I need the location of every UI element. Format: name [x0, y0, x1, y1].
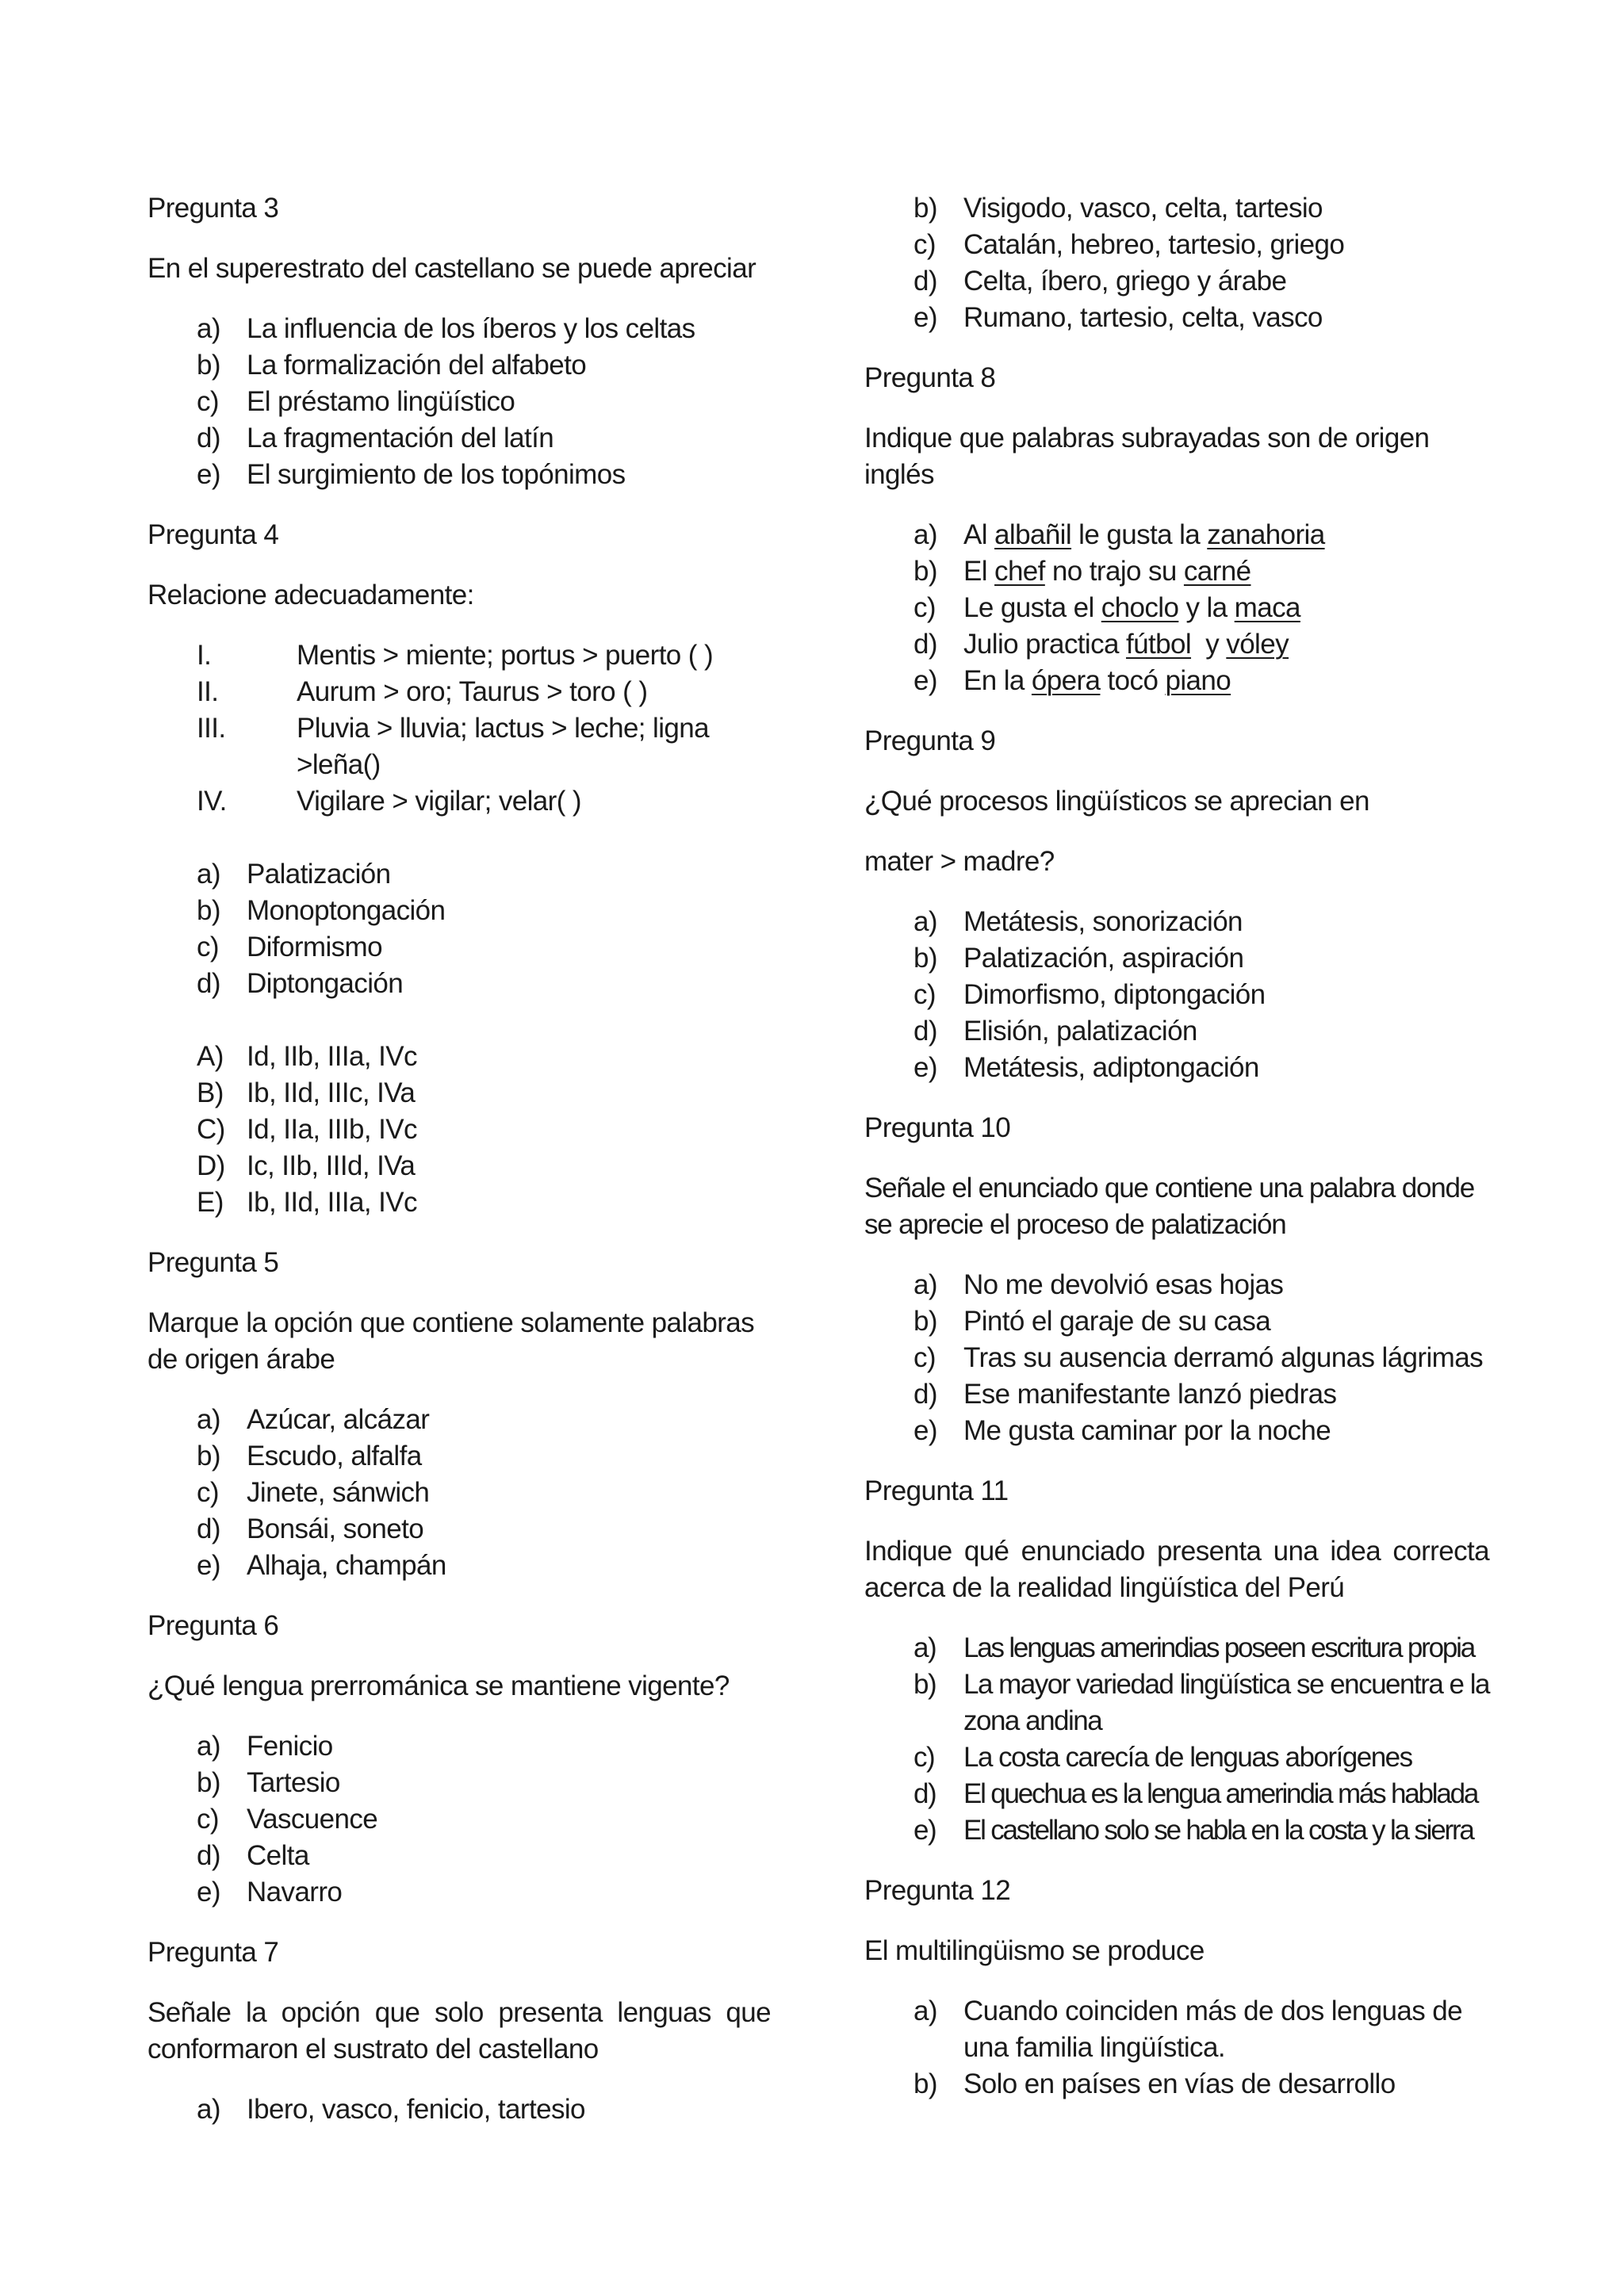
option-label: c)	[914, 1342, 936, 1373]
option-text: Bonsái, soneto	[247, 1513, 424, 1544]
option-list	[864, 517, 1489, 699]
option-text: Julio practica fútbol y vóley	[963, 629, 1289, 660]
option-text: Metátesis, sonorización	[963, 906, 1243, 937]
option-text: Visigodo, vasco, celta, tartesio	[963, 193, 1323, 224]
option-text: La fragmentación del latín	[247, 423, 554, 453]
option-list	[147, 311, 771, 493]
underlined-word: maca	[1234, 592, 1300, 623]
option-label: d)	[914, 266, 937, 297]
option-text: Palatización, aspiración	[963, 943, 1244, 974]
underlined-word: carné	[1183, 556, 1251, 587]
process-text: Palatización	[247, 859, 391, 890]
question-heading: Pregunta 8	[864, 362, 996, 393]
option-item[interactable]	[147, 1402, 771, 1438]
option-item[interactable]	[147, 1475, 771, 1511]
process-text: Monoptongación	[247, 895, 446, 926]
option-item[interactable]	[864, 1413, 1489, 1449]
option-label: D)	[197, 1150, 225, 1181]
option-text: Me gusta caminar por la noche	[963, 1415, 1331, 1446]
option-label: a)	[197, 313, 220, 344]
option-text: Azúcar, alcázar	[247, 1404, 430, 1435]
roman-text: Mentis > miente; portus > puerto ( )	[297, 640, 714, 671]
option-label: d)	[197, 423, 220, 453]
option-label: B)	[197, 1077, 224, 1108]
underlined-word: zanahoria	[1207, 519, 1325, 550]
roman-item	[147, 674, 771, 710]
option-item[interactable]	[864, 1303, 1489, 1340]
option-item[interactable]	[147, 1148, 771, 1184]
question-heading: Pregunta 6	[147, 1610, 279, 1641]
option-list	[147, 1728, 771, 1911]
option-label: b)	[914, 556, 937, 587]
roman-text: Pluvia > lluvia; lactus > leche; ligna >leña()	[297, 713, 710, 780]
underlined-word: fútbol	[1125, 629, 1192, 660]
option-text: Metátesis, adiptongación	[963, 1052, 1259, 1083]
question-stem: En el superestrato del castellano se puede apreciar	[147, 253, 756, 284]
option-item[interactable]	[147, 1801, 771, 1838]
option-item[interactable]	[864, 517, 1489, 553]
process-label: d)	[197, 968, 220, 999]
option-text: Solo en países en vías de desarrollo	[963, 2068, 1396, 2099]
option-label: b)	[914, 193, 937, 224]
option-text: Dimorfismo, diptongación	[963, 979, 1266, 1010]
process-item	[147, 929, 771, 966]
process-label: a)	[197, 859, 220, 890]
option-label: c)	[914, 229, 936, 260]
question-heading: Pregunta 3	[147, 193, 279, 224]
underlined-word: choclo	[1101, 592, 1179, 623]
question-stem: Marque la opción que contiene solamente palabras de origen árabe	[147, 1307, 755, 1375]
option-text: Ib, IId, IIIc, IVa	[247, 1077, 416, 1108]
option-text: Ib, IId, IIIa, IVc	[247, 1187, 417, 1218]
roman-item-list	[147, 637, 771, 820]
process-text: Diptongación	[247, 968, 404, 999]
option-text: Id, IIa, IIIb, IVc	[247, 1114, 417, 1145]
option-text: El chef no trajo su carné	[963, 556, 1251, 587]
process-item	[147, 856, 771, 893]
roman-label: I.	[197, 640, 212, 671]
question-heading: Pregunta 9	[864, 725, 996, 756]
option-text: El surgimiento de los topónimos	[247, 459, 626, 490]
underlined-word: albañil	[994, 519, 1072, 550]
option-item[interactable]	[864, 663, 1489, 699]
option-text: Elisión, palatización	[963, 1016, 1197, 1047]
option-label: d)	[197, 1840, 220, 1871]
roman-text: Aurum > oro; Taurus > toro ( )	[297, 676, 648, 707]
option-item[interactable]	[864, 1376, 1489, 1413]
option-label: b)	[197, 1441, 220, 1471]
process-label: c)	[197, 932, 219, 962]
question-stem-continuation: mater > madre?	[864, 846, 1055, 877]
option-text: Le gusta el choclo y la maca	[963, 592, 1300, 623]
option-text: La influencia de los íberos y los celtas	[247, 313, 695, 344]
option-label: C)	[197, 1114, 225, 1145]
question-stem: ¿Qué lengua prerrománica se mantiene vigente?	[147, 1670, 730, 1701]
question-stem: Señale el enunciado que contiene una palabra donde se aprecie el proceso de palatización	[864, 1173, 1475, 1240]
question-stem: Indique qué enunciado presenta una idea correcta acerca de la realidad lingüística del Perú	[864, 1536, 1489, 1603]
option-item[interactable]	[864, 1267, 1489, 1303]
option-item[interactable]	[864, 1812, 1489, 1849]
option-label: c)	[914, 979, 936, 1010]
option-label: b)	[914, 943, 937, 974]
option-label: e)	[914, 665, 937, 696]
question-heading: Pregunta 5	[147, 1247, 279, 1278]
underlined-word: piano	[1165, 665, 1231, 696]
option-item[interactable]	[864, 1013, 1489, 1050]
question-heading: Pregunta 4	[147, 519, 279, 550]
option-label: d)	[914, 629, 937, 660]
option-label: c)	[914, 1742, 935, 1773]
option-list	[147, 1039, 771, 1221]
option-item[interactable]	[864, 263, 1489, 300]
option-text: Cuando coinciden más de dos lenguas de una familia lingüística.	[963, 1996, 1463, 2063]
option-item[interactable]	[864, 1050, 1489, 1086]
option-item[interactable]	[147, 1184, 771, 1221]
option-item[interactable]	[864, 904, 1489, 940]
option-text: En la ópera tocó piano	[963, 665, 1231, 696]
option-label: a)	[197, 1404, 220, 1435]
option-label: a)	[914, 1996, 937, 2026]
option-text: Escudo, alfalfa	[247, 1441, 422, 1471]
option-label: a)	[197, 2094, 220, 2125]
option-item[interactable]	[147, 1438, 771, 1475]
option-item[interactable]	[147, 1112, 771, 1148]
option-item[interactable]	[864, 300, 1489, 336]
question-stem: Señale la opción que solo presenta lenguas que conformaron el sustrato del castellano	[147, 1997, 771, 2064]
option-label: c)	[197, 1804, 219, 1835]
process-text: Diformismo	[247, 932, 382, 962]
option-list	[864, 1993, 1489, 2103]
option-label: e)	[914, 1052, 937, 1083]
question-heading: Pregunta 7	[147, 1937, 279, 1968]
option-item[interactable]	[147, 1548, 771, 1584]
option-label: a)	[914, 906, 937, 937]
option-item[interactable]	[864, 1776, 1489, 1812]
option-text: El castellano solo se habla en la costa y la sierra	[963, 1815, 1473, 1846]
option-item[interactable]	[864, 590, 1489, 626]
option-item[interactable]	[147, 1765, 771, 1801]
option-label: c)	[197, 1477, 219, 1508]
option-item[interactable]	[147, 1728, 771, 1765]
option-label: E)	[197, 1187, 224, 1218]
option-text: Las lenguas amerindias poseen escritura propia	[963, 1632, 1474, 1663]
option-text: Ic, IIb, IIId, IVa	[247, 1150, 416, 1181]
option-label: a)	[197, 1731, 220, 1762]
option-text: Id, IIb, IIIa, IVc	[247, 1041, 417, 1072]
option-text: La formalización del alfabeto	[247, 350, 587, 381]
process-list	[147, 856, 771, 1002]
option-text: Navarro	[247, 1877, 343, 1908]
option-item[interactable]	[147, 1039, 771, 1075]
option-label: b)	[197, 1767, 220, 1798]
roman-item	[147, 637, 771, 674]
option-text: La mayor variedad lingüística se encuentra e la zona andina	[963, 1669, 1489, 1736]
left-column	[147, 190, 771, 2152]
option-item[interactable]	[147, 457, 771, 493]
roman-label: II.	[197, 676, 219, 707]
roman-label: III.	[197, 713, 226, 744]
option-label: a)	[914, 1269, 937, 1300]
roman-text: Vigilare > vigilar; velar( )	[297, 786, 581, 817]
option-label: e)	[197, 1877, 220, 1908]
option-text: El quechua es la lengua amerindia más hablada	[963, 1778, 1478, 1809]
option-list	[147, 1402, 771, 1584]
roman-item	[147, 710, 771, 783]
option-item[interactable]	[147, 1838, 771, 1874]
option-label: e)	[197, 459, 220, 490]
option-item[interactable]	[147, 1874, 771, 1911]
right-column	[864, 190, 1489, 2126]
question-stem: El multilingüismo se produce	[864, 1935, 1205, 1966]
option-text: Vascuence	[247, 1804, 378, 1835]
option-label: c)	[914, 592, 936, 623]
option-item[interactable]	[864, 1630, 1489, 1667]
option-label: d)	[197, 1513, 220, 1544]
option-text: Pintó el garaje de su casa	[963, 1306, 1271, 1337]
option-text: El préstamo lingüístico	[247, 386, 515, 417]
question-stem: Indique que palabras subrayadas son de origen inglés	[864, 423, 1430, 490]
option-label: e)	[914, 1815, 936, 1846]
option-item[interactable]	[147, 1511, 771, 1548]
option-list	[864, 1630, 1489, 1849]
process-item	[147, 966, 771, 1002]
option-label: e)	[914, 1415, 937, 1446]
underlined-word: vóley	[1226, 629, 1289, 660]
option-item[interactable]	[147, 311, 771, 347]
option-item[interactable]	[147, 384, 771, 420]
option-item[interactable]	[864, 190, 1489, 227]
option-label: b)	[197, 350, 220, 381]
option-label: b)	[914, 1669, 936, 1700]
option-text: Tras su ausencia derramó algunas lágrimas	[963, 1342, 1483, 1373]
question-heading: Pregunta 12	[864, 1875, 1011, 1906]
option-item[interactable]	[864, 553, 1489, 590]
option-text: Ibero, vasco, fenicio, tartesio	[247, 2094, 585, 2125]
option-text: Celta, íbero, griego y árabe	[963, 266, 1287, 297]
question-heading: Pregunta 10	[864, 1112, 1011, 1143]
option-label: A)	[197, 1041, 224, 1072]
underlined-word: chef	[994, 556, 1045, 587]
option-item[interactable]	[864, 1739, 1489, 1776]
option-text: Fenicio	[247, 1731, 333, 1762]
option-item[interactable]	[864, 1340, 1489, 1376]
option-item[interactable]	[864, 2066, 1489, 2103]
option-text: Tartesio	[247, 1767, 340, 1798]
option-text: No me devolvió esas hojas	[963, 1269, 1284, 1300]
option-label: c)	[197, 386, 219, 417]
option-item[interactable]	[147, 420, 771, 457]
option-item[interactable]	[864, 1993, 1489, 2066]
question-heading: Pregunta 11	[864, 1475, 1009, 1506]
option-list	[864, 1267, 1489, 1449]
option-label: d)	[914, 1379, 937, 1410]
process-label: b)	[197, 895, 220, 926]
option-list	[147, 2091, 771, 2128]
option-label: b)	[914, 2068, 937, 2099]
option-item[interactable]	[864, 227, 1489, 263]
option-label: e)	[197, 1550, 220, 1581]
process-item	[147, 893, 771, 929]
option-text: La costa carecía de lenguas aborígenes	[963, 1742, 1412, 1773]
option-item[interactable]	[864, 626, 1489, 663]
option-label: e)	[914, 302, 937, 333]
option-text: Jinete, sánwich	[247, 1477, 430, 1508]
option-text: Celta	[247, 1840, 309, 1871]
option-label: a)	[914, 519, 937, 550]
roman-label: IV.	[197, 786, 227, 817]
question-stem: Relacione adecuadamente:	[147, 580, 474, 610]
option-item[interactable]	[147, 2091, 771, 2128]
roman-item	[147, 783, 771, 820]
option-list	[864, 904, 1489, 1086]
option-label: a)	[914, 1632, 936, 1663]
option-label: d)	[914, 1778, 936, 1809]
option-text: Alhaja, champán	[247, 1550, 446, 1581]
option-label: b)	[914, 1306, 937, 1337]
option-item[interactable]	[864, 1667, 1489, 1739]
option-text: Rumano, tartesio, celta, vasco	[963, 302, 1323, 333]
option-item[interactable]	[147, 1075, 771, 1112]
option-item[interactable]	[864, 977, 1489, 1013]
option-item[interactable]	[147, 347, 771, 384]
option-text: Ese manifestante lanzó piedras	[963, 1379, 1337, 1410]
option-text: Al albañil le gusta la zanahoria	[963, 519, 1325, 550]
question-stem: ¿Qué procesos lingüísticos se aprecian en	[864, 786, 1369, 817]
option-label: d)	[914, 1016, 937, 1047]
option-text: Catalán, hebreo, tartesio, griego	[963, 229, 1345, 260]
option-item[interactable]	[864, 940, 1489, 977]
underlined-word: ópera	[1031, 665, 1101, 696]
option-list	[864, 190, 1489, 336]
